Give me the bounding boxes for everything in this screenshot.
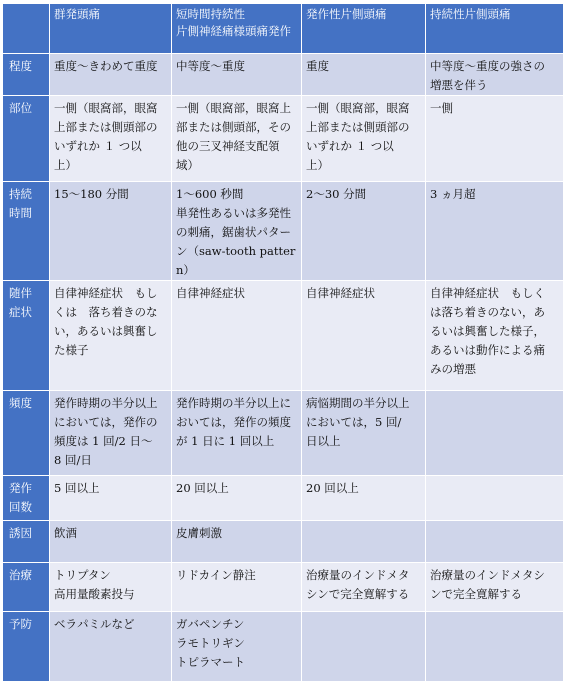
cell-triggers-cluster: 飲酒 xyxy=(50,521,172,563)
cell-duration-sunct: 1～600 秒間 単発性あるいは多発性 の刺痛，鋸歯状パター ン（saw-tooth pattern） xyxy=(172,182,302,281)
cell-frequency-paroxysmal: 病悩期間の半分以上 においては，5 回/ 日以上 xyxy=(302,391,426,476)
row-severity xyxy=(3,54,564,96)
cell-symptoms-sunct: 自律神経症状 xyxy=(172,281,302,391)
headache-comparison-table xyxy=(2,3,564,682)
cell-prevention-sunct: ガバペンチン ラモトリギン トピラマート xyxy=(172,612,302,682)
row-symptoms xyxy=(3,281,564,391)
cell-treatment-paroxysmal: 治療量のインドメタ シンで完全寛解する xyxy=(302,563,426,612)
row-label-frequency: 頻度 xyxy=(3,391,50,476)
cell-treatment-cluster: トリプタン 高用量酸素投与 xyxy=(50,563,172,612)
cell-duration-continua: 3 ヵ月超 xyxy=(426,182,564,281)
row-duration xyxy=(3,182,564,281)
row-label-severity: 程度 xyxy=(3,54,50,96)
cell-symptoms-cluster: 自律神経症状 もし くは 落ち着きのな い，あるいは興奮し た様子 xyxy=(50,281,172,391)
cell-severity-continua: 中等度～重度の強さの 増悪を伴う xyxy=(426,54,564,96)
row-triggers xyxy=(3,521,564,563)
cell-location-continua: 一側 xyxy=(426,96,564,182)
row-label-prevention: 予防 xyxy=(3,612,50,682)
row-attacks xyxy=(3,476,564,521)
col-header-sunct: 短時間持続性 片側神経痛様頭痛発作 xyxy=(172,4,302,54)
cell-attacks-sunct: 20 回以上 xyxy=(172,476,302,521)
cell-prevention-cluster: ベラパミルなど xyxy=(50,612,172,682)
cell-triggers-continua xyxy=(426,521,564,563)
cell-severity-sunct: 中等度～重度 xyxy=(172,54,302,96)
cell-symptoms-paroxysmal: 自律神経症状 xyxy=(302,281,426,391)
cell-symptoms-continua: 自律神経症状 もしく は落ち着きのない，あ るいは興奮した様子， あるいは動作による痛 みの増悪 xyxy=(426,281,564,391)
col-header-cluster-headache: 群発頭痛 xyxy=(50,4,172,54)
row-label-duration: 持続 時間 xyxy=(3,182,50,281)
cell-severity-paroxysmal: 重度 xyxy=(302,54,426,96)
row-frequency xyxy=(3,391,564,476)
cell-triggers-paroxysmal xyxy=(302,521,426,563)
cell-location-cluster: 一側（眼窩部，眼窩 上部または側頭部の いずれか １ つ以 上） xyxy=(50,96,172,182)
cell-attacks-continua xyxy=(426,476,564,521)
corner-cell xyxy=(3,4,50,54)
cell-location-paroxysmal: 一側（眼窩部，眼窩 上部または側頭部の いずれか １ つ以 上） xyxy=(302,96,426,182)
row-label-symptoms: 随伴 症状 xyxy=(3,281,50,391)
row-location xyxy=(3,96,564,182)
cell-location-sunct: 一側（眼窩部，眼窩上 部または側頭部，その 他の三叉神経支配領 域） xyxy=(172,96,302,182)
cell-attacks-cluster: 5 回以上 xyxy=(50,476,172,521)
row-label-location: 部位 xyxy=(3,96,50,182)
cell-prevention-continua xyxy=(426,612,564,682)
row-treatment xyxy=(3,563,564,612)
cell-frequency-continua xyxy=(426,391,564,476)
cell-triggers-sunct: 皮膚刺激 xyxy=(172,521,302,563)
cell-treatment-sunct: リドカイン静注 xyxy=(172,563,302,612)
cell-attacks-paroxysmal: 20 回以上 xyxy=(302,476,426,521)
cell-prevention-paroxysmal xyxy=(302,612,426,682)
col-header-paroxysmal-hemicrania: 発作性片側頭痛 xyxy=(302,4,426,54)
header-row xyxy=(3,4,564,54)
col-header-hemicrania-continua: 持続性片側頭痛 xyxy=(426,4,564,54)
row-label-attacks: 発作 回数 xyxy=(3,476,50,521)
cell-duration-paroxysmal: 2～30 分間 xyxy=(302,182,426,281)
cell-frequency-cluster: 発作時期の半分以上 においては，発作の 頻度は 1 回/2 日～ 8 回/日 xyxy=(50,391,172,476)
row-label-treatment: 治療 xyxy=(3,563,50,612)
cell-severity-cluster: 重度～きわめて重度 xyxy=(50,54,172,96)
cell-treatment-continua: 治療量のインドメタシ ンで完全寛解する xyxy=(426,563,564,612)
row-label-triggers: 誘因 xyxy=(3,521,50,563)
cell-frequency-sunct: 発作時期の半分以上に おいては，発作の頻度 が 1 日に 1 回以上 xyxy=(172,391,302,476)
row-prevention xyxy=(3,612,564,682)
cell-duration-cluster: 15～180 分間 xyxy=(50,182,172,281)
